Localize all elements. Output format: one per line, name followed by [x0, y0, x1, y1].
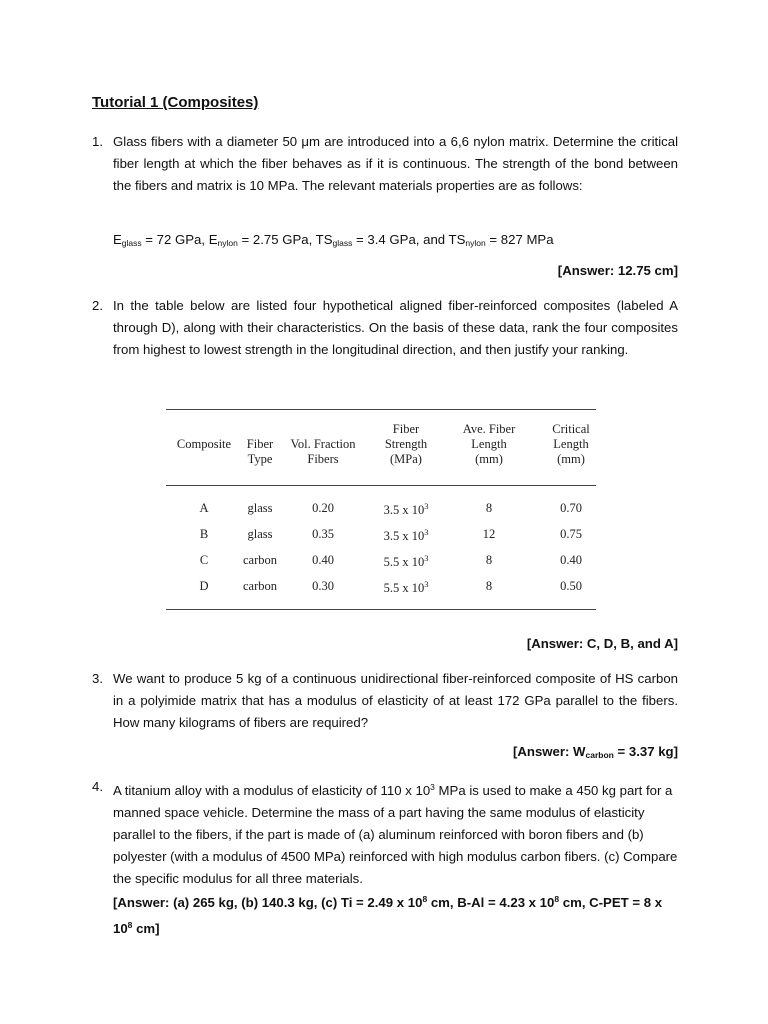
question-number: 3. [92, 671, 103, 686]
question-4 [92, 776, 678, 940]
table-header-rule [166, 485, 596, 486]
answer-1: [Answer: 12.75 cm] [557, 263, 678, 278]
table-top-rule [166, 409, 596, 410]
cell-ave-length: 8 [485, 553, 493, 567]
cell-fiber-type: glass [247, 501, 273, 515]
answer-2: [Answer: C, D, B, and A] [526, 636, 678, 651]
cell-ave-length: 12 [482, 527, 496, 541]
cell-fiber-strength: 5.5 x $10^3$ [383, 553, 429, 569]
cell-fiber-strength: 3.5 x $10^3$ [383, 527, 429, 543]
cell-vol-fraction: 0.30 [312, 579, 334, 593]
header-ave-fiber-length: Ave. Fiber Length (mm) [462, 422, 516, 466]
cell-composite: D [199, 579, 209, 593]
material-properties-formula: $E_{glass} = 72$ GPa, $E_{nylon} = 2.75$ GPa, $TS_{glass} = 3.4$ GPa, and $TS_{nylon} = 827$ MPa [113, 232, 554, 248]
composites-table [166, 409, 596, 609]
header-vol-fraction: Vol. Fraction Fibers [290, 437, 356, 466]
cell-critical-length: 0.50 [560, 579, 582, 593]
question-number: 2. [92, 298, 103, 313]
header-fiber-strength: Fiber Strength (MPa) [384, 422, 428, 466]
question-text: We want to produce 5 kg of a continuous unidirectional fiber-reinforced composite of HS carbon in a polyimide matrix that has a modulus of elasticity of at least 172 GPa parallel to the fibers. How many kilograms of fibers are required? [113, 671, 678, 730]
cell-fiber-type: glass [247, 527, 273, 541]
cell-critical-length: 0.75 [560, 527, 582, 541]
question-text: A titanium alloy with a modulus of elasticity of 110 x $10^3$ MPa is used to make a 450 kg part for a manned space vehicle. Determine the mass of a part having the same modulus of elasticity parallel to the fibers, if the part is made of (a) aluminum reinforced with boron fibers and (b) polyester (with a modulus of 4500 MPa) reinforced with high modulus carbon fibers. (c) Compare the specific modulus for all three materials. [113, 782, 678, 886]
cell-critical-length: 0.40 [560, 553, 582, 567]
cell-fiber-type: carbon [242, 579, 277, 593]
header-fiber-type: Fiber Type [246, 437, 274, 466]
question-text: Glass fibers with a diameter 50 μm are introduced into a 6,6 nylon matrix. Determine the critical fiber length at which the fiber behaves as if it is continuous. The strength of the bond between the fibers and matrix is 10 MPa. The relevant materials properties are as follows: [113, 134, 678, 193]
header-composite: Composite [176, 437, 232, 451]
table-bottom-rule [166, 609, 596, 610]
cell-composite: B [199, 527, 209, 541]
cell-ave-length: 8 [485, 501, 493, 515]
cell-ave-length: 8 [485, 579, 493, 593]
cell-composite: A [199, 501, 209, 515]
question-2 [92, 295, 678, 361]
answer-3: [Answer: $W_{carbon} = 3.37$ kg] [512, 744, 678, 760]
question-1 [92, 131, 678, 197]
cell-composite: C [199, 553, 209, 567]
question-number: 4. [92, 779, 103, 794]
question-3 [92, 668, 678, 734]
cell-fiber-type: carbon [242, 553, 277, 567]
cell-fiber-strength: 5.5 x $10^3$ [383, 579, 429, 595]
cell-critical-length: 0.70 [560, 501, 582, 515]
answer-4: [Answer: (a) 265 kg, (b) 140.3 kg, (c) Ti = 2.49 x $10^8$ cm, B-Al = 4.23 x $10^8$ cm, C-PET = 8 x $10^8$ cm] [113, 894, 663, 936]
cell-vol-fraction: 0.20 [312, 501, 334, 515]
question-text: In the table below are listed four hypothetical aligned fiber-reinforced composites (labeled A through D), along with their characteristics. On the basis of these data, rank the four composites from highest to lowest strength in the longitudinal direction, and then justify your ranking. [113, 298, 678, 357]
cell-vol-fraction: 0.40 [312, 553, 334, 567]
cell-fiber-strength: 3.5 x $10^3$ [383, 501, 429, 517]
cell-vol-fraction: 0.35 [312, 527, 334, 541]
question-number: 1. [92, 134, 103, 149]
header-critical-length: Critical Length (mm) [552, 422, 590, 466]
page-title: Tutorial 1 (Composites) [92, 94, 259, 111]
